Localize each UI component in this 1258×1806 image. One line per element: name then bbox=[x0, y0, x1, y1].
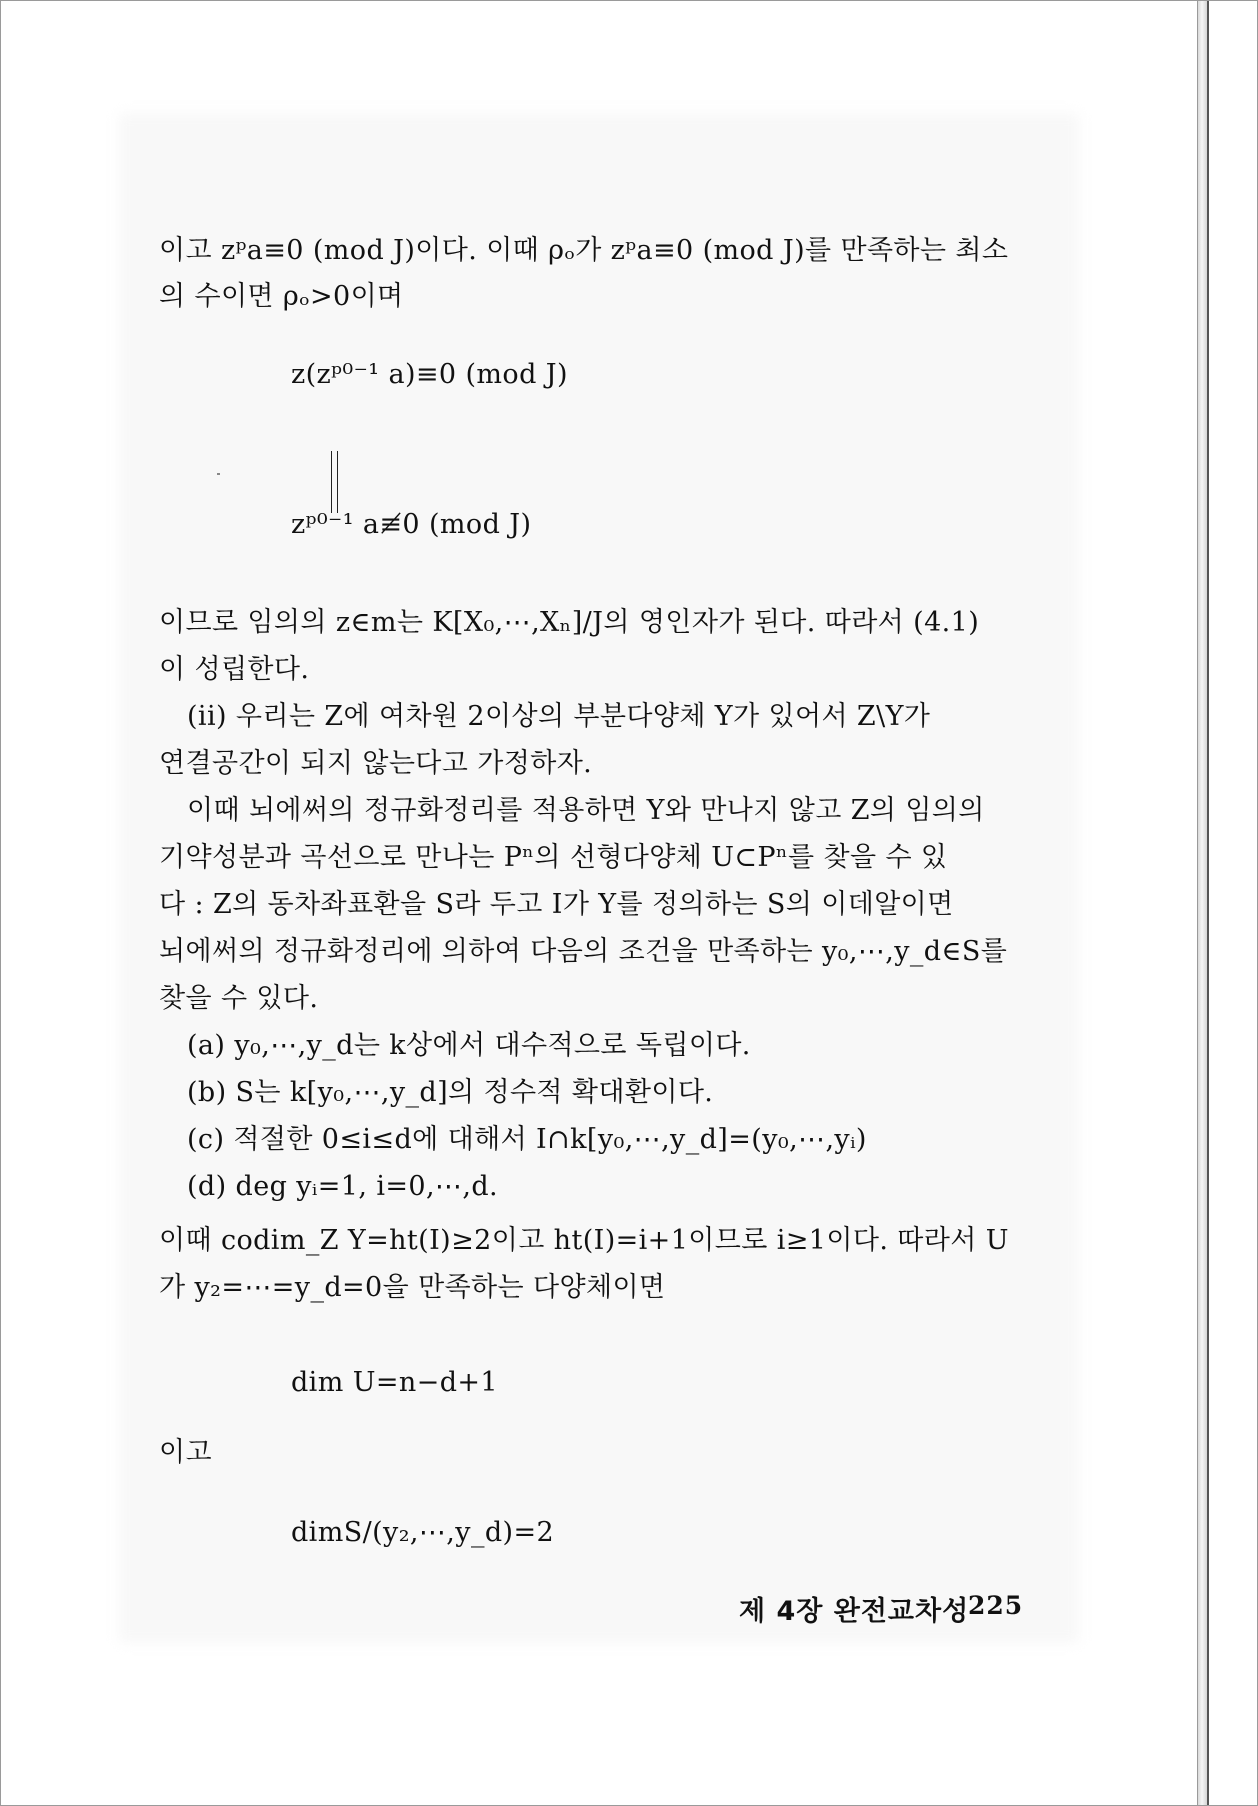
body-line: 이때 뇌에써의 정규화정리를 적용하면 Y와 만나지 않고 Z의 임의의 bbox=[187, 795, 985, 826]
body-line: 다 : Z의 동차좌표환을 S라 두고 I가 Y를 정의하는 S의 이데알이면 bbox=[159, 889, 954, 920]
body-line: 뇌에써의 정규화정리에 의하여 다음의 조건을 만족하는 y₀,⋯,y_d∈S를 bbox=[159, 936, 1008, 967]
body-line: 이 성립한다. bbox=[159, 654, 310, 685]
book-page bbox=[1, 1, 1201, 1806]
equation: dim U=n−d+1 bbox=[291, 1367, 498, 1398]
body-line: 연결공간이 되지 않는다고 가정하자. bbox=[159, 748, 593, 779]
page-number: 225 bbox=[968, 1591, 1024, 1620]
list-item: (a) y₀,⋯,y_d는 k상에서 대수적으로 독립이다. bbox=[187, 1030, 751, 1061]
body-line: 이때 codim_Z Y=ht(I)≥2이고 ht(I)=i+1이므로 i≥1이다. 따라서 U bbox=[159, 1225, 1009, 1256]
page-gutter bbox=[1207, 1, 1258, 1806]
equation: z(zᵖ⁰⁻¹ a)≡0 (mod J) bbox=[291, 359, 568, 390]
list-item: (b) S는 k[y₀,⋯,y_d]의 정수적 확대환이다. bbox=[187, 1077, 714, 1108]
body-line: 의 수이면 ρₒ>0이며 bbox=[159, 281, 404, 312]
scan-speck bbox=[217, 473, 220, 475]
body-line: (ii) 우리는 Z에 여차원 2이상의 부분다양체 Y가 있어서 Z\Y가 bbox=[187, 701, 931, 732]
body-line: 찾을 수 있다. bbox=[159, 983, 319, 1014]
equation: dimS/(y₂,⋯,y_d)=2 bbox=[291, 1517, 555, 1548]
body-line: 이고 bbox=[159, 1437, 212, 1468]
list-item: (d) deg yᵢ=1, i=0,⋯,d. bbox=[187, 1171, 498, 1202]
body-line: 기약성분과 곡선으로 만나는 Pⁿ의 선형다양체 U⊂Pⁿ를 찾을 수 있 bbox=[159, 842, 948, 873]
body-line: 이고 zᵖa≡0 (mod J)이다. 이때 ρₒ가 zᵖa≡0 (mod J)를 만족하는 최소 bbox=[159, 235, 1009, 266]
list-item: (c) 적절한 0≤i≤d에 대해서 I∩k[y₀,⋯,y_d]=(y₀,⋯,yᵢ) bbox=[187, 1124, 867, 1155]
running-footer-chapter: 제 4장 완전교차성 bbox=[739, 1596, 970, 1627]
body-line: 가 y₂=⋯=y_d=0을 만족하는 다양체이면 bbox=[159, 1272, 666, 1303]
body-line: 이므로 임의의 z∈m는 K[X₀,⋯,Xₙ]/J의 영인자가 된다. 따라서 (4.1) bbox=[159, 607, 980, 638]
equation: zᵖ⁰⁻¹ a≢0 (mod J) bbox=[291, 509, 532, 540]
